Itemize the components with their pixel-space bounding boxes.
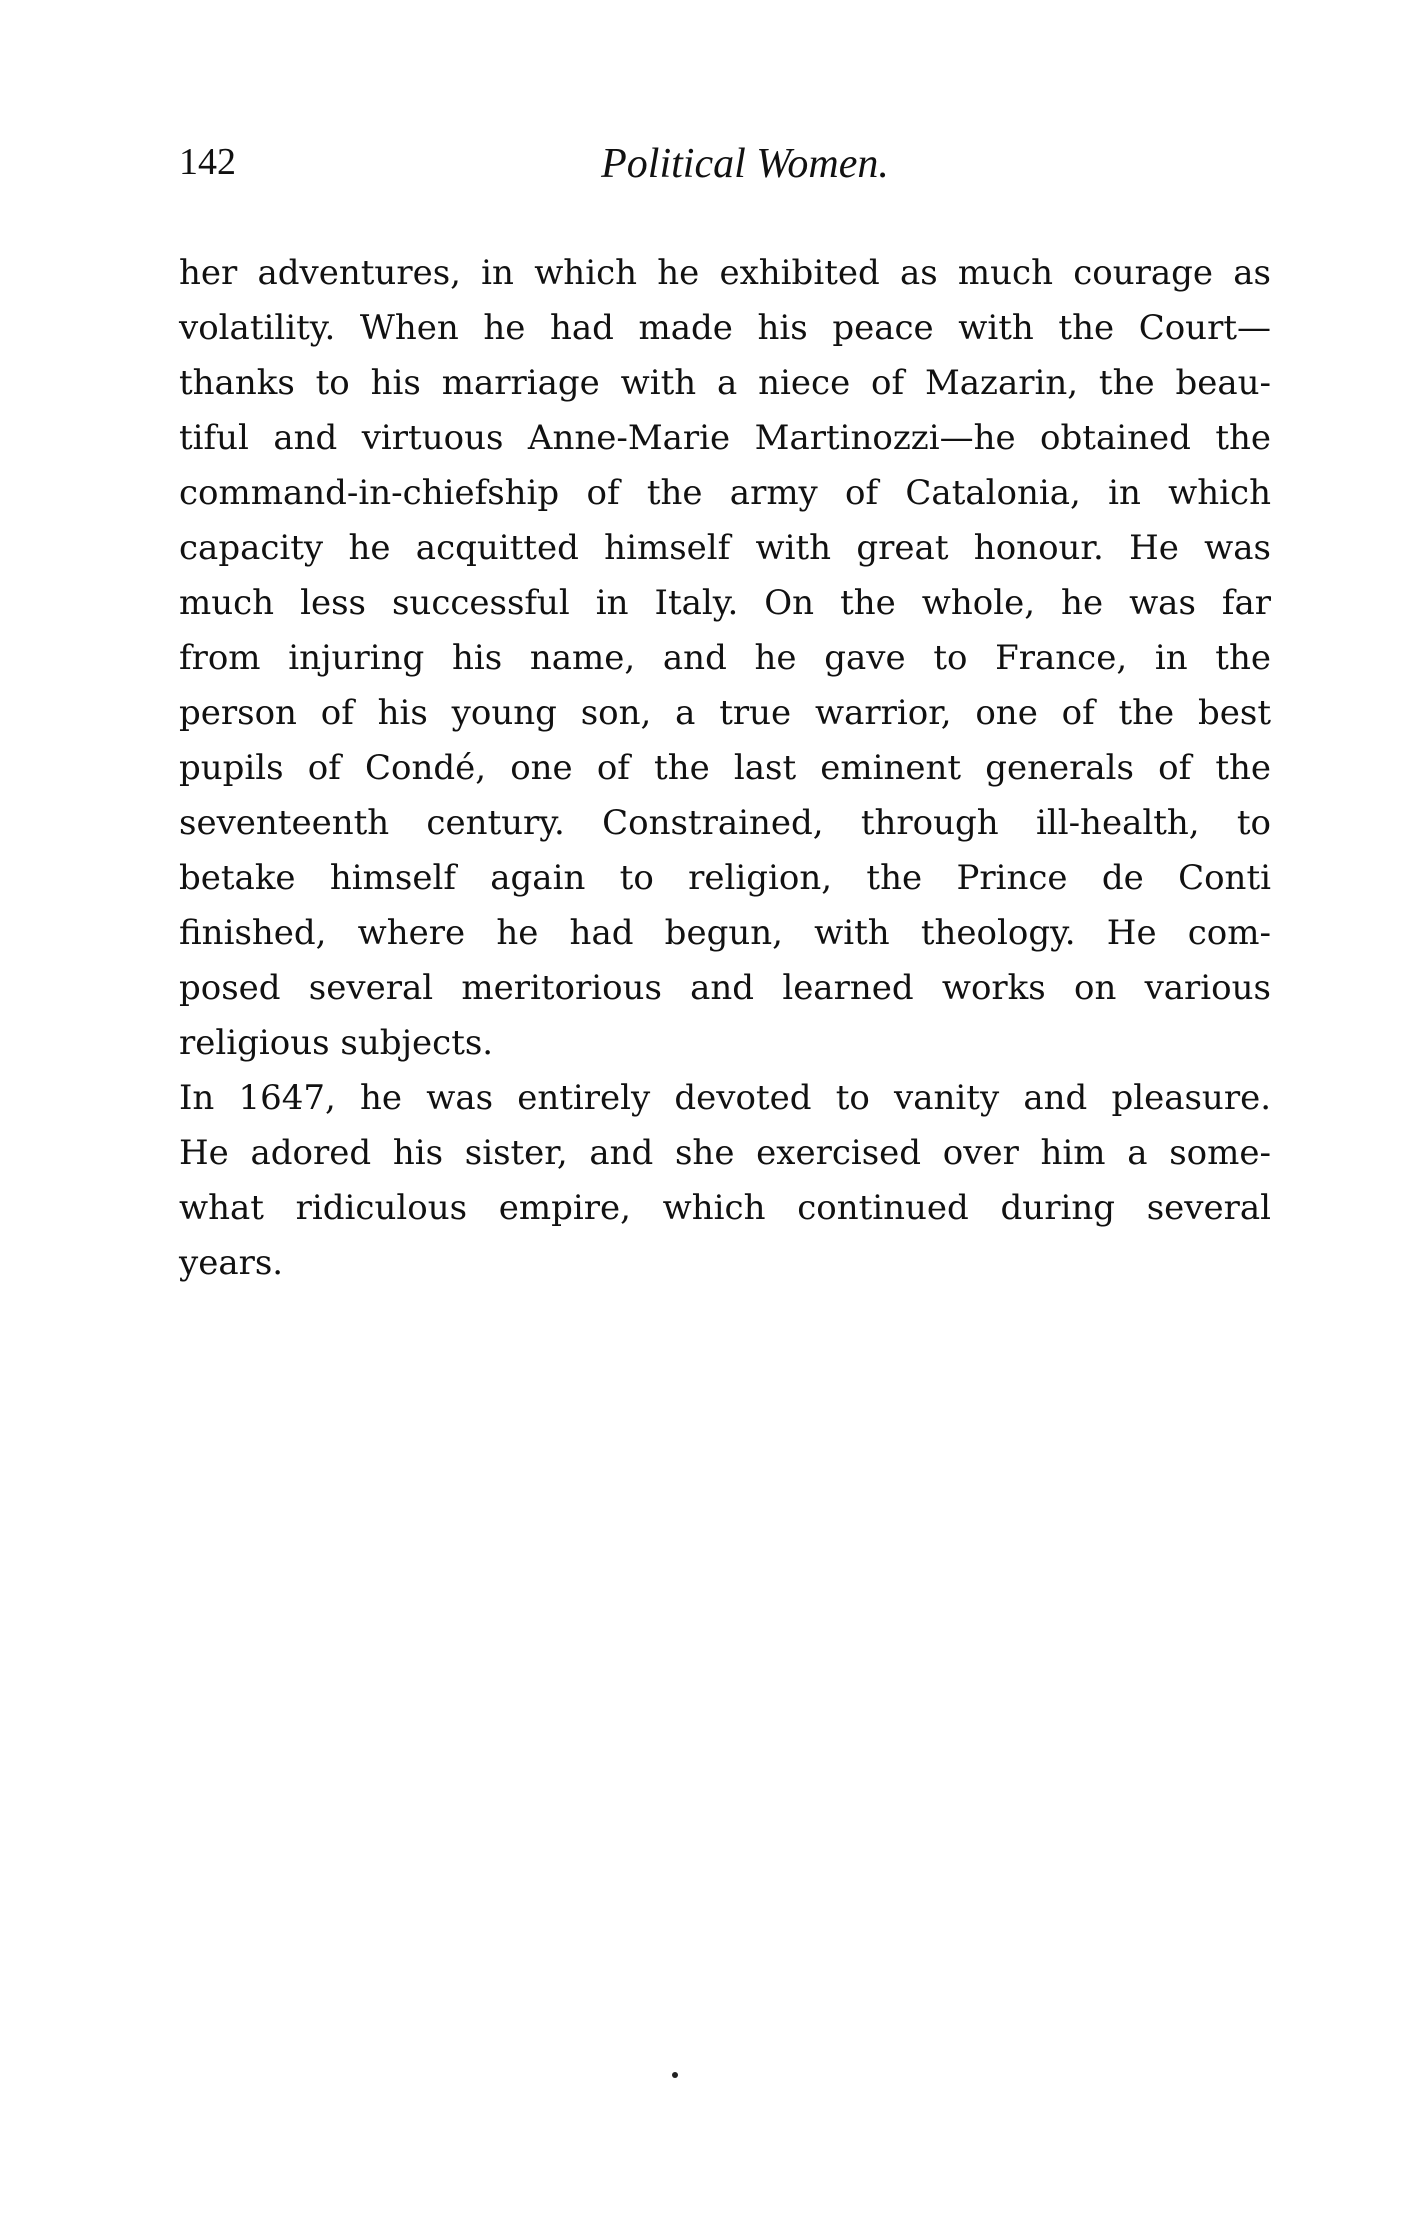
text-line: person of his young son, a true warrior, one of the best: [179, 693, 1271, 733]
text-line: posed several meritorious and learned works on various: [179, 968, 1271, 1008]
page-number: 142: [179, 141, 236, 183]
text-line: years.: [179, 1243, 284, 1283]
text-line: finished, where he had begun, with theology. He com-: [179, 913, 1271, 953]
page-body: [179, 246, 1271, 1291]
text-line: thanks to his marriage with a niece of Mazarin, the beau-: [179, 363, 1271, 403]
page-header: [179, 140, 1271, 200]
text-line: command-in-chiefship of the army of Catalonia, in which: [179, 473, 1271, 513]
text-line: In 1647, he was entirely devoted to vanity and pleasure.: [179, 1078, 1271, 1118]
text-line: pupils of Condé, one of the last eminent generals of the: [179, 748, 1271, 788]
text-line: her adventures, in which he exhibited as much courage as: [179, 253, 1271, 293]
text-line: betake himself again to religion, the Prince de Conti: [179, 858, 1271, 898]
text-line: He adored his sister, and she exercised over him a some-: [179, 1133, 1271, 1173]
scan-speck: [672, 2072, 678, 2078]
paragraph: [179, 1071, 1271, 1291]
text-line: volatility. When he had made his peace with the Court—: [179, 308, 1271, 348]
text-line: religious subjects.: [179, 1023, 494, 1063]
text-line: tiful and virtuous Anne-Marie Martinozzi—he obtained the: [179, 418, 1271, 458]
text-line: seventeenth century. Constrained, through ill-health, to: [179, 803, 1271, 843]
text-line: from injuring his name, and he gave to France, in the: [179, 638, 1271, 678]
paragraph: [179, 246, 1271, 1071]
running-title: Political Women.: [601, 141, 889, 187]
text-line: what ridiculous empire, which continued during several: [179, 1188, 1271, 1228]
text-line: capacity he acquitted himself with great honour. He was: [179, 528, 1271, 568]
text-line: much less successful in Italy. On the whole, he was far: [179, 583, 1271, 623]
